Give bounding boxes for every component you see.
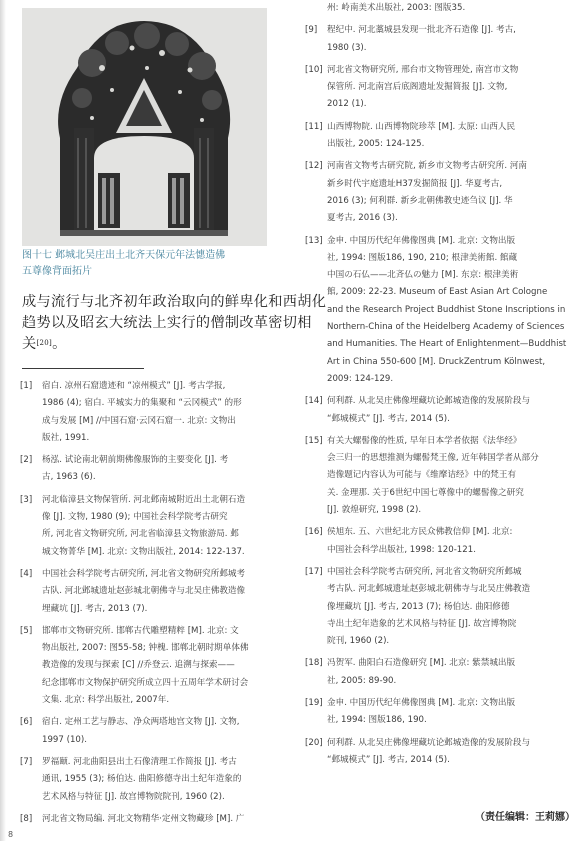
reference-line: 河北省文物研究所, 邢台市文物管理处, 南宫市文物 xyxy=(327,64,519,75)
end-punct: 。 xyxy=(52,336,67,352)
reference-line: and the Research Project Buddhist Stone Inscriptions in xyxy=(327,304,566,315)
reference-line: 文集. 北京: 科学出版社, 2007年. xyxy=(42,695,170,706)
reference-line: 罗福颐. 河北曲阳县出土石像清理工作简报 [J]. 考古 xyxy=(42,756,237,767)
reference-line: “邺城模式” [J]. 考古, 2014 (5). xyxy=(327,413,450,424)
reference-number: [7] xyxy=(20,756,33,767)
reference-item xyxy=(20,378,288,447)
reference-number: [16] xyxy=(305,527,323,538)
caption-line: 图十七 邺城北吴庄出土北齐天保元年法憓造佛 xyxy=(22,250,226,261)
reference-line: 所, 河北省文物研究所, 河北省临漳县文物旅游局. 邺 xyxy=(42,529,239,540)
reference-line: 何利群. 从北吴庄佛像埋藏坑论邺城造像的发展阶段与 xyxy=(327,737,531,748)
reference-line: 出版社, 2005: 124-125. xyxy=(327,139,425,150)
reference-line: 有关大螺髻像的性质, 早年日本学者依据《法华经》 xyxy=(327,435,522,446)
reference-line: 教造像的发现与探索 [C] //乔登云. 追溯与探索—— xyxy=(42,660,235,671)
reference-line: 关. 金理那. 关于6世纪中国七尊像中的螺髻像之研究 xyxy=(327,487,524,498)
reference-line: 社, 2005: 89-90. xyxy=(327,675,397,686)
reference-item xyxy=(20,452,288,487)
reference-line: 冯贺军. 曲阳白石造像研究 [M]. 北京: 紫禁城出版 xyxy=(327,658,516,669)
reference-line: 1980 (3). xyxy=(327,42,367,53)
reference-number: [5] xyxy=(20,625,33,636)
notes-divider xyxy=(22,368,144,369)
reference-item xyxy=(20,566,288,618)
references-right-column xyxy=(305,0,573,774)
reference-line: “邺城模式” [J]. 考古, 2014 (5). xyxy=(327,754,450,765)
reference-number: [19] xyxy=(305,697,323,708)
reference-line: 河北省文物局编. 河北文物精华·定州文物藏珍 [M]. 广 xyxy=(42,813,245,824)
reference-line: 1997 (10). xyxy=(42,734,87,745)
reference-number: [13] xyxy=(305,235,323,246)
reference-number: [6] xyxy=(20,717,33,728)
reference-item xyxy=(305,655,573,690)
reference-line: 中国社会科学出版社, 1998: 120-121. xyxy=(327,544,476,555)
reference-line: 像 [J]. 文物, 1980 (9); 中国社会科学院考古研究 xyxy=(42,512,228,523)
reference-line: 金申. 中国历代纪年佛像图典 [M]. 北京: 文物出版 xyxy=(327,697,516,708)
reference-line: 杨泓. 试论南北朝前期佛像服饰的主要变化 [J]. 考 xyxy=(42,455,229,466)
reference-line: and Humanities. The Heart of Enlightenment—Buddhist xyxy=(327,339,567,350)
reference-item xyxy=(305,22,573,57)
reference-item xyxy=(305,119,573,154)
reference-line: 物出版社, 2007: 图55-58; 钟槐. 邯郸北朝时期单体佛 xyxy=(42,643,249,654)
body-line: 趋势以及昭玄大统法上实行的僧制改革密切相 xyxy=(22,315,312,331)
reference-line: 館, 2009: 22-23. Museum of East Asian Art Cologne xyxy=(327,287,548,298)
reference-line: 城文物菁华 [M]. 北京: 文物出版社, 2014: 122-137. xyxy=(42,546,245,557)
reference-number: [1] xyxy=(20,381,33,391)
reference-line: 中国社会科学院考古研究所, 河北省文物研究所邺城 xyxy=(327,566,522,577)
reference-line: 宿白. 凉州石窟遗迹和 “凉州模式” [J]. 考古学报, xyxy=(42,381,226,391)
editor-note: （责任编辑：王莉娜） xyxy=(475,812,575,823)
reference-number: [3] xyxy=(20,494,33,505)
reference-line: 保管所. 河北南宫后底阁遗址发掘简报 [J]. 文物, xyxy=(327,82,508,93)
reference-item xyxy=(20,714,288,749)
reference-line: 社, 1994: 图版186, 190, 210; 根津美術館. 館蔵 xyxy=(327,252,518,263)
caption-line: 五尊像背面拓片 xyxy=(22,266,92,277)
reference-item xyxy=(20,811,288,828)
reference-line: 成与发展 [M] //中国石窟·云冈石窟一. 北京: 文物出 xyxy=(42,415,236,426)
stele-rubbing-image xyxy=(22,8,267,246)
reference-line: 古队. 河北邺城遗址赵彭城北朝佛寺与北吴庄佛教造像 xyxy=(42,586,246,597)
reference-line: 新乡时代宇庭遗址H37发掘简报 [J]. 华夏考古, xyxy=(327,178,503,189)
reference-line: 古, 1963 (6). xyxy=(42,472,96,483)
reference-item xyxy=(305,393,573,428)
footnote-mark[interactable]: [20] xyxy=(36,339,53,347)
reference-line: 会三归一的思想推测为螺髻梵王像, 近年韩国学者从部分 xyxy=(327,453,539,464)
references-left-column xyxy=(20,378,288,833)
reference-line: 寺出土纪年造象的艺术风格与特征 [J]. 故宫博物院 xyxy=(327,618,517,629)
reference-number: [9] xyxy=(305,25,318,36)
reference-number: [15] xyxy=(305,435,323,446)
reference-number: [8] xyxy=(20,813,33,824)
reference-line: Northern-China of the Heidelberg Academy of Sciences xyxy=(327,322,565,333)
reference-number: [2] xyxy=(20,455,33,466)
reference-line: 侯旭东. 五、六世纪北方民众佛教信仰 [M]. 北京: xyxy=(327,527,513,538)
body-line-last xyxy=(22,334,272,355)
body-paragraph xyxy=(22,292,327,355)
reference-line: 像埋藏坑 [J]. 考古, 2013 (7); 杨伯达. 曲阳修德 xyxy=(327,601,510,612)
reference-item xyxy=(20,492,288,561)
reference-item xyxy=(305,233,573,389)
reference-number: [20] xyxy=(305,737,323,748)
reference-line: Art in China 550-600 [M]. DruckZentrum Kölnwest, xyxy=(327,356,546,367)
reference-line: 邯郸市文物研究所. 邯郸古代雕塑精粹 [M]. 北京: 文 xyxy=(42,625,239,636)
reference-line: 河北临漳县文物保管所. 河北邺南城附近出土北朝石造 xyxy=(42,494,246,505)
reference-line: 通讯, 1955 (3); 杨伯达. 曲阳修德寺出土纪年造象的 xyxy=(42,774,242,785)
reference-number: [18] xyxy=(305,658,323,669)
reference-item xyxy=(20,754,288,806)
reference-line: 中国社会科学院考古研究所, 河北省文物研究所邺城考 xyxy=(42,568,246,579)
reference-line: 何利群. 从北吴庄佛像埋藏坑论邺城造像的发展阶段与 xyxy=(327,396,531,407)
reference-item xyxy=(20,623,288,709)
reference-line: 考古队. 河北邺城遗址赵彭城北朝佛寺与北吴庄佛教造 xyxy=(327,584,531,595)
reference-line: 纪念邯郸市文物保护研究所成立四十五周年学术研讨会 xyxy=(42,677,249,688)
reference-line: 程纪中. 河北藁城县发现一批北齐石造像 [J]. 考古, xyxy=(327,25,516,36)
page-edge-shadow xyxy=(0,0,6,841)
reference-line: 山西博物院. 山西博物院珍萃 [M]. 太原: 山西人民 xyxy=(327,121,516,132)
reference-line: 河南省文物考古研究院, 新乡市文物考古研究所. 河南 xyxy=(327,161,527,172)
reference-item xyxy=(305,62,573,114)
reference-item xyxy=(305,524,573,559)
reference-line: 金申. 中国历代纪年佛像图典 [M]. 北京: 文物出版 xyxy=(327,235,516,246)
reference-line: 1986 (4); 宿白. 平城实力的集聚和 “云冈模式” 的形 xyxy=(42,398,242,409)
reference-number: [10] xyxy=(305,64,323,75)
page-number: 8 xyxy=(8,830,14,839)
reference-line: 中国の石仏——北斉仏の魅力 [M]. 东京: 根津美術 xyxy=(327,270,519,281)
reference-item xyxy=(305,735,573,770)
reference-line: 社, 1994: 图版186, 190. xyxy=(327,715,427,726)
reference-item xyxy=(305,433,573,519)
reference-line: 2016 (3); 何利群. 新乡北朝佛教史迹刍议 [J]. 华 xyxy=(327,195,513,206)
reference-line: 造像题记内容认为可能与《维摩诘经》中的梵王有 xyxy=(327,470,517,481)
reference-line: [J]. 敦煌研究, 1998 (2). xyxy=(327,505,422,516)
body-line: 关 xyxy=(22,336,37,352)
reference-line: 院刊, 1960 (2). xyxy=(327,636,390,647)
reference-item xyxy=(305,695,573,730)
rubbing-drawing xyxy=(22,8,267,246)
reference-line: 宿白. 定州工艺与静志、净众两塔地宫文物 [J]. 文物, xyxy=(42,717,240,728)
reference-line: 艺术风格与特征 [J]. 故宫博物院院刊, 1960 (2). xyxy=(42,791,225,802)
reference-number: [4] xyxy=(20,568,33,579)
reference-number: [11] xyxy=(305,121,323,132)
reference-line: 版社, 1991. xyxy=(42,432,90,443)
reference-number: [12] xyxy=(305,161,323,172)
figure-caption xyxy=(22,248,268,280)
reference-line: 2012 (1). xyxy=(327,99,367,110)
reference-line: 2009: 124-129. xyxy=(327,373,394,384)
reference-number: [17] xyxy=(305,566,323,577)
reference-item xyxy=(305,564,573,650)
body-line: 成与流行与北齐初年政治取向的鲜卑化和西胡化 xyxy=(22,294,327,310)
reference-line: 夏考古, 2016 (3). xyxy=(327,213,398,224)
reference-number: [14] xyxy=(305,396,323,407)
reference-line: 州: 岭南美术出版社, 2003: 图版35. xyxy=(327,3,466,13)
reference-item xyxy=(305,0,573,17)
reference-line: 埋藏坑 [J]. 考古, 2013 (7). xyxy=(42,603,148,614)
reference-item xyxy=(305,158,573,227)
